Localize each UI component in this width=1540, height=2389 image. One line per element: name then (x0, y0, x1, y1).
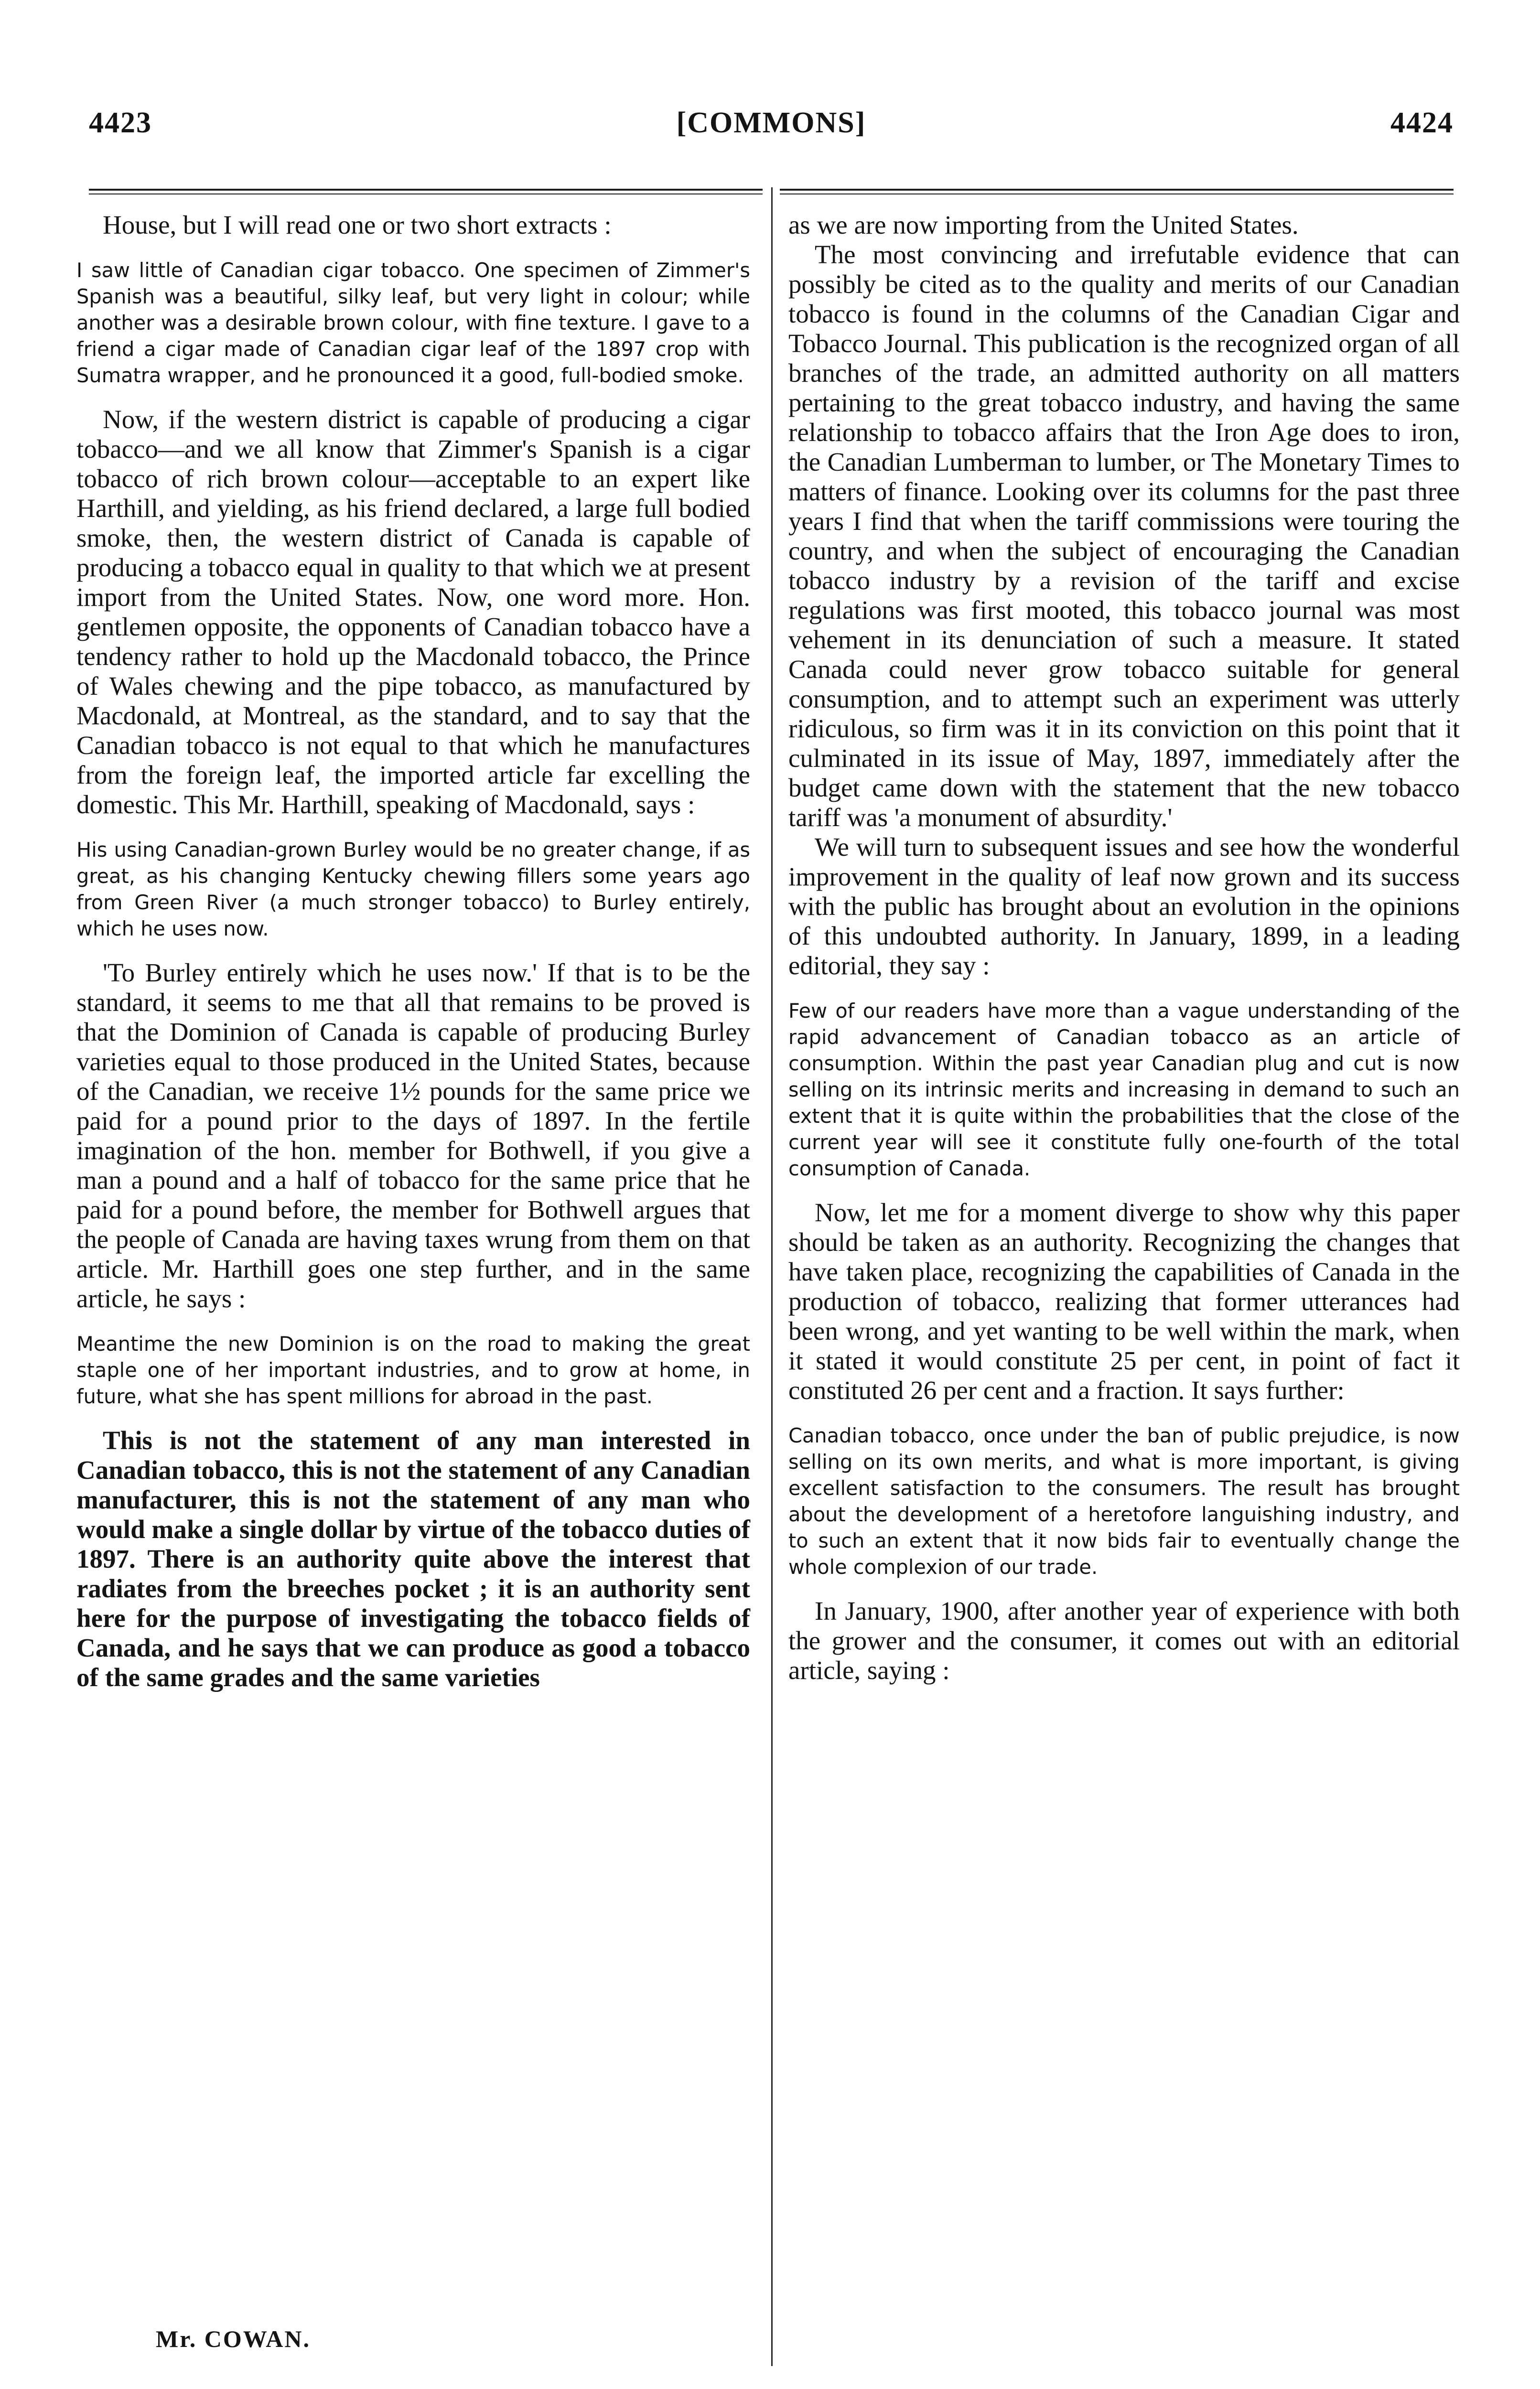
paragraph: The most convincing and irrefutable evidence that can possibly be cited as to the quality and merits of our Canadian tobacco is found in the columns of the Canadian Cigar and Tobacco Journal. This publication is the recognized organ of all branches of the trade, an admitted authority on all matters pertaining to the great tobacco industry, and having the same relationship to tobacco affairs that the Iron Age does to iron, the Canadian Lumberman to lumber, or The Monetary Times to matters of finance. Looking over its columns for the past three years I find that when the tariff commissions were touring the country, and when the subject of encouraging the Canadian tobacco industry by a revision of the tariff and excise regulations was first mooted, this tobacco journal was most vehement in its denunciation of such a measure. It stated Canada could never grow tobacco suitable for general consumption, and to attempt such an experiment was utterly ridiculous, so firm was it in its conviction on this point that it culminated in its issue of May, 1897, immediately after the budget came down with the statement that the new tobacco tariff was 'a monument of absurdity.' (788, 240, 1460, 832)
running-title: [COMMONS] (676, 107, 866, 139)
page-number-right: 4424 (1390, 107, 1454, 139)
paragraph: House, but I will read one or two short extracts : (103, 210, 612, 239)
column-divider (771, 187, 773, 2366)
paragraph: Now, let me for a moment diverge to show why this paper should be taken as an authority. Recognizing the changes that have taken place, recognizing the capabilities of Canada in the production of tobacco, realizing that former utterances had been wrong, and yet wanting to be well within the mark, when it stated it would constitute 25 per cent, in point of fact it constituted 26 per cent and a fraction. It says further: (788, 1198, 1460, 1405)
paragraph: We will turn to subsequent issues and see how the wonderful improvement in the quality of leaf now grown and its success with the public has brought about an evolution in the opinions of this undoubted authority. In January, 1899, in a leading editorial, they say : (788, 832, 1460, 980)
speaker-footer: Mr. COWAN. (156, 2325, 311, 2352)
paragraph: as we are now importing from the United States. (788, 210, 1299, 239)
block-quote: His using Canadian-grown Burley would be no greater change, if as great, as his changing Kentucky chewing fillers some years ago from Green River (a much stronger tobacco) to Burley entirely, which he uses now. (76, 838, 750, 940)
paragraph-bold: This is not the statement of any man interested in Canadian tobacco, this is not the statement of any Canadian manufacturer, this is not the statement of any man who would make a single dollar by virtue of the tobacco duties of 1897. There is an authority quite above the interest that radiates from the breeches pocket ; it is an authority sent here for the purpose of investigating the tobacco fields of Canada, and he says that we can produce as good a tobacco of the same grades and the same varieties (76, 1426, 750, 1692)
paragraph: Now, if the western district is capable of producing a cigar tobacco—and we all know that Zimmer's Spanish is a cigar tobacco of rich brown colour—acceptable to an expert like Harthill, and yielding, as his friend declared, a large full bodied smoke, then, the western district of Canada is capable of producing a tobacco equal in quality to that which we at present import from the United States. Now, one word more. Hon. gentlemen opposite, the opponents of Canadian tobacco have a tendency rather to hold up the Macdonald tobacco, the Prince of Wales chewing and the pipe tobacco, as manufactured by Macdonald, at Montreal, as the standard, and to say that the Canadian tobacco is not equal to that which he manufactures from the foreign leaf, the imported article far excelling the domestic. This Mr. Harthill, speaking of Macdonald, says : (76, 405, 750, 819)
page-number-left: 4423 (89, 107, 152, 139)
block-quote: Meantime the new Dominion is on the road to making the great staple one of her important industries, and to grow at home, in future, what she has spent millions for abroad in the past. (76, 1332, 750, 1408)
left-column (76, 210, 750, 1692)
paragraph: 'To Burley entirely which he uses now.' If that is to be the standard, it seems to me that all that remains to be proved is that the Dominion of Canada is capable of producing Burley varieties equal to those produced in the United States, because of the Canadian, we receive 1½ pounds for the same price we paid for a pound prior to the days of 1897. In the fertile imagination of the hon. member for Bothwell, if you give a man a pound and a half of tobacco for the same price that he paid for a pound before, the member for Bothwell argues that the people of Canada are having taxes wrung from them on that article. Mr. Harthill goes one step further, and in the same article, he says : (76, 958, 750, 1313)
block-quote: Few of our readers have more than a vague understanding of the rapid advancement of Canadian tobacco as an article of consumption. Within the past year Canadian plug and cut is now selling on its intrinsic merits and increasing in demand to such an extent that it is quite within the probabilities that the close of the current year will see it constitute fully one-fourth of the total consumption of Canada. (788, 999, 1460, 1180)
paragraph: In January, 1900, after another year of experience with both the grower and the consumer, it comes out with an editorial article, saying : (788, 1596, 1460, 1685)
page-header (89, 106, 1454, 159)
header-rule-left (89, 189, 763, 191)
header-rule-right (780, 189, 1454, 191)
right-column (788, 210, 1460, 1685)
block-quote: I saw little of Canadian cigar tobacco. One specimen of Zimmer's Spanish was a beautiful, silky leaf, but very light in colour; while another was a desirable brown colour, with fine texture. I gave to a friend a cigar made of Canadian cigar leaf of the 1897 crop with Sumatra wrapper, and he pronounced it a good, full-bodied smoke. (76, 258, 750, 387)
block-quote: Canadian tobacco, once under the ban of public prejudice, is now selling on its own merits, and what is more important, is giving excellent satisfaction to the consumers. The result has brought about the development of a heretofore languishing industry, and to such an extent that it now bids fair to eventually change the whole complexion of our trade. (788, 1424, 1460, 1579)
